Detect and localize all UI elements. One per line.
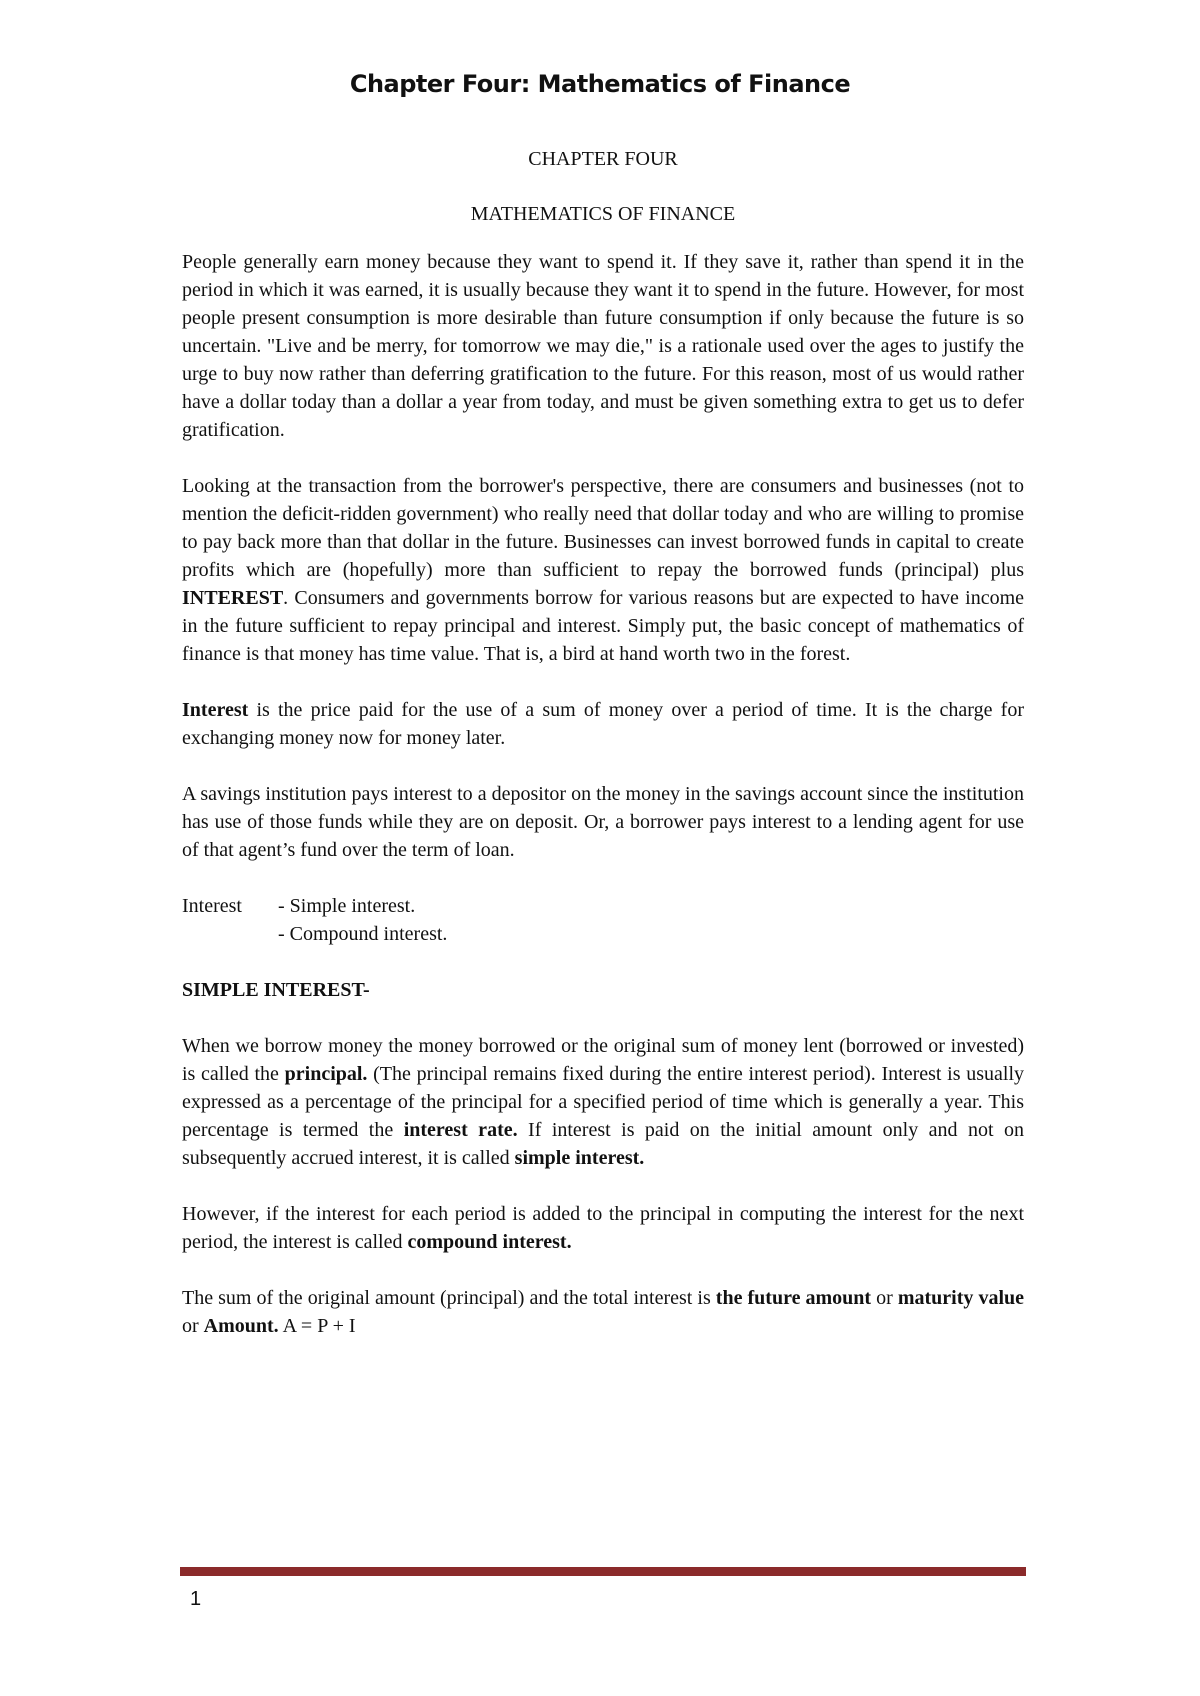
list-label: Interest (182, 895, 242, 917)
text-run: If interest is paid on the initial amount only and not on subsequently accrued interest, it is called (182, 1119, 1024, 1169)
footer-rule (180, 1567, 1026, 1576)
list-item-text: - Compound interest. (278, 923, 448, 945)
running-header: Chapter Four: Mathematics of Finance (349, 70, 851, 98)
text-run: is the price paid for the use of a sum of money over a period of time. It is the charge for exchanging money now for money later. (182, 699, 1024, 749)
section-heading-simple-interest: SIMPLE INTEREST- (182, 979, 370, 1001)
interest-types-list (182, 892, 1024, 948)
text-run: The sum of the original amount (principal) and the total interest is (182, 1287, 716, 1309)
bold-term-compound-interest: compound interest. (407, 1231, 572, 1253)
bold-term-interest: INTEREST (182, 587, 284, 609)
text-run: or (182, 1315, 204, 1337)
list-item (182, 892, 1024, 920)
chapter-title: MATHEMATICS OF FINANCE (470, 203, 736, 225)
list-item (182, 920, 1024, 948)
page-number: 1 (190, 1588, 202, 1610)
paragraph-borrower-perspective (182, 472, 1024, 668)
paragraph-savings-institution: A savings institution pays interest to a depositor on the money in the savings account since the institution has use of those funds while they are on deposit. Or, a borrower pays interest to a lending agent for use of that agent’s fund over the term of loan. (182, 783, 1024, 861)
paragraph-intro: People generally earn money because they want to spend it. If they save it, rather than spend it in the period in which it was earned, it is usually because they want it to spend in the future. However, for most people present consumption is more desirable than future consumption if only because the future is so uncertain. "Live and be merry, for tomorrow we may die," is a rationale used over the ages to justify the urge to buy now rather than deferring gratification to the future. For this reason, most of us would rather have a dollar today than a dollar a year from today, and must be given something extra to get us to defer gratification. (182, 251, 1024, 441)
list-item-text: - Simple interest. (278, 895, 416, 917)
bold-term-interest: Interest (182, 699, 249, 721)
text-run: (The principal remains fixed during the entire interest period). Interest is usually expressed as a percentage of the principal for a specified period of time which is generally a year. This percentage is termed the (182, 1063, 1024, 1141)
paragraph-future-amount (182, 1284, 1024, 1340)
paragraph-compound (182, 1200, 1024, 1256)
formula-text: A = P + I (278, 1315, 356, 1337)
paragraph-principal (182, 1032, 1024, 1172)
bold-term-principal: principal. (284, 1063, 368, 1085)
text-run: When we borrow money the money borrowed or the original sum of money lent (borrowed or invested) is called the (182, 1035, 1024, 1085)
bold-term-future-amount: the future amount (715, 1287, 872, 1309)
bold-term-amount: Amount. (203, 1315, 279, 1337)
paragraph-interest-definition (182, 696, 1024, 752)
text-run: Looking at the transaction from the borrower's perspective, there are consumers and businesses (not to mention the deficit-ridden government) who really need that dollar today and who are willing to promise to pay back more than that dollar in the future. Businesses can invest borrowed funds in capital to create profits which are (hopefully) more than sufficient to repay the borrowed funds (principal) plus (182, 475, 1024, 581)
chapter-label: CHAPTER FOUR (528, 148, 678, 170)
bold-term-maturity-value: maturity value (897, 1287, 1025, 1309)
page-body (182, 145, 1024, 1368)
text-run: However, if the interest for each period is added to the principal in computing the interest for the next period, the interest is called (182, 1203, 1024, 1253)
text-run: or (871, 1287, 898, 1309)
bold-term-interest-rate: interest rate. (403, 1119, 518, 1141)
text-run: . Consumers and governments borrow for various reasons but are expected to have income in the future sufficient to repay principal and interest. Simply put, the basic concept of mathematics of finance is that money has time value. That is, a bird at hand worth two in the forest. (182, 587, 1024, 665)
bold-term-simple-interest: simple interest. (514, 1147, 645, 1169)
